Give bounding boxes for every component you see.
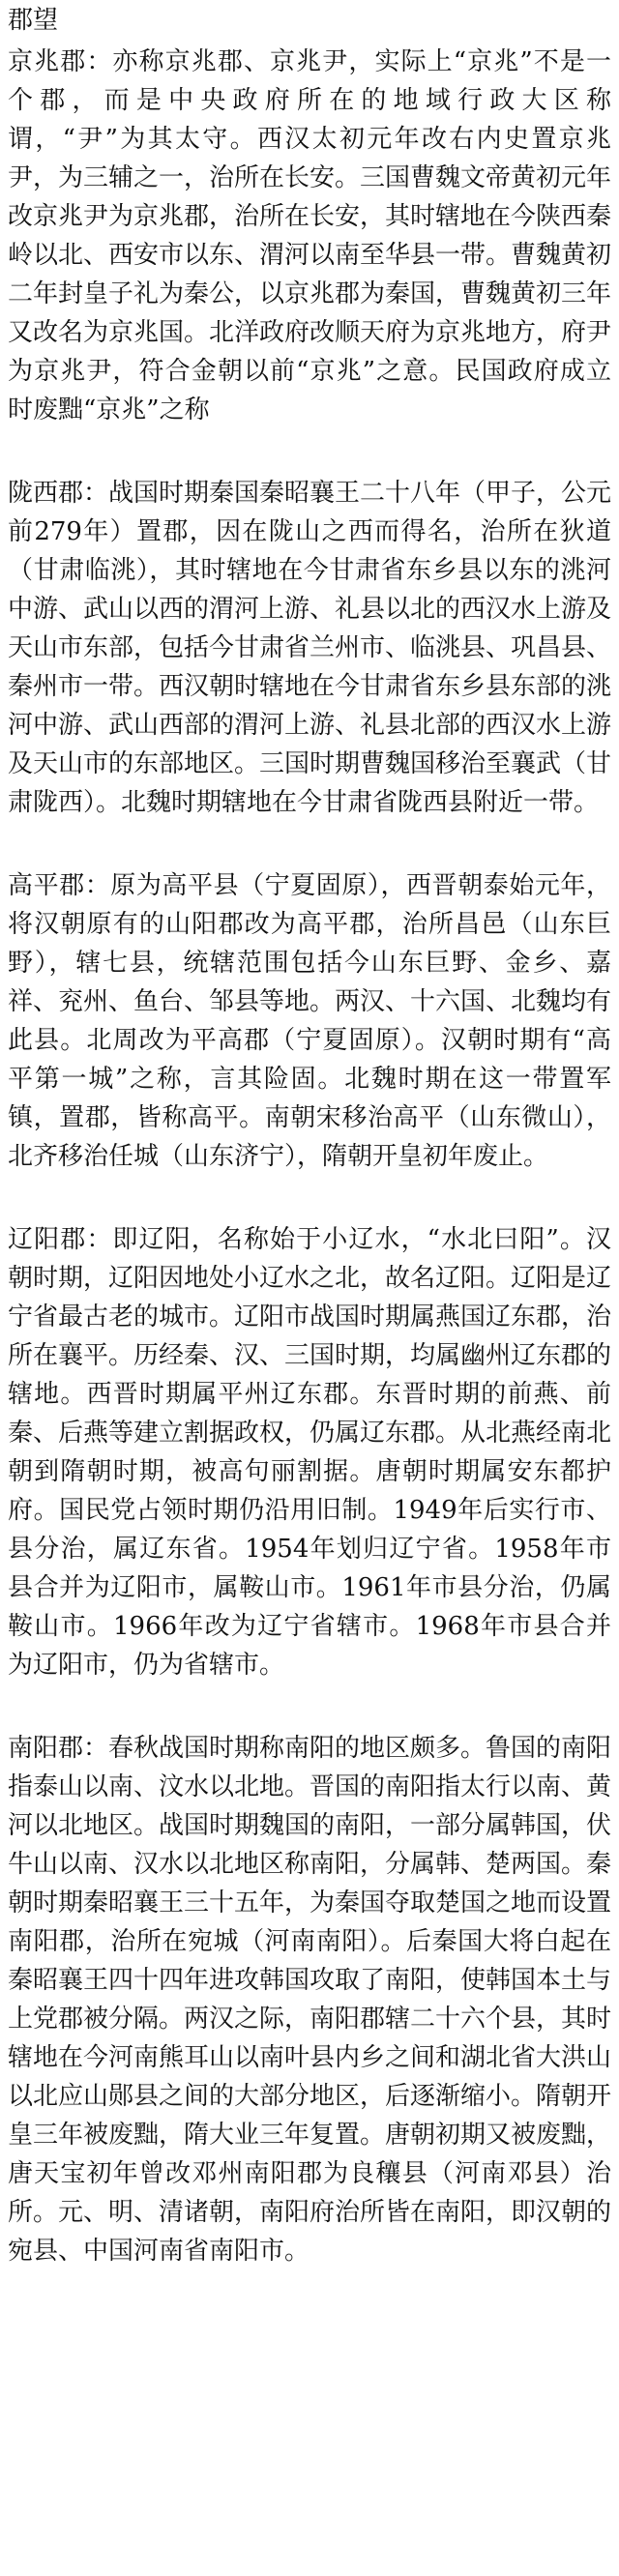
section-gaoping	[8, 866, 611, 1176]
section-liaoyang	[8, 1220, 611, 1684]
section-longxi	[8, 474, 611, 822]
section-text: 辽阳郡：即辽阳，名称始于小辽水，“水北曰阳”。汉朝时期，辽阳因地处小辽水之北，故名辽阳。辽阳是辽宁省最古老的城市。辽阳市战国时期属燕国辽东郡，治所在襄平。历经秦、汉、三国时期，均属幽州辽东郡的辖地。西晋时期属平州辽东郡。东晋时期的前燕、前秦、后燕等建立割据政权，仍属辽东郡。从北燕经南北朝到隋朝时期，被高句丽割据。唐朝时期属安东都护府。国民党占领时期仍沿用旧制。1949年后实行市、县分治，属辽东省。1954年划归辽宁省。1958年市县合并为辽阳市，属鞍山市。1961年市县分治，仍属鞍山市。1966年改为辽宁省辖市。1968年市县合并为辽阳市，仍为省辖市。	[8, 1225, 612, 1680]
section-nanyang	[8, 1729, 611, 2270]
section-text: 陇西郡：战国时期秦国秦昭襄王二十八年（甲子，公元前279年）置郡，因在陇山之西而得名，治所在狄道（甘肃临洮），其时辖地在今甘肃省东乡县以东的洮河中游、武山以西的渭河上游、礼县以北的西汉水上游及天山市东部，包括今甘肃省兰州市、临洮县、巩昌县、秦州市一带。西汉朝时辖地在今甘肃省东乡县东部的洮河中游、武山西部的渭河上游、礼县北部的西汉水上游及天山市的东部地区。三国时期曹魏国移治至襄武（甘肃陇西）。北魏时期辖地在今甘肃省陇西县附近一带。	[8, 479, 612, 817]
section-jingzhao	[8, 43, 611, 429]
document-title: 郡望	[8, 6, 59, 35]
section-text: 南阳郡：春秋战国时期称南阳的地区颇多。鲁国的南阳指泰山以南、汶水以北地。晋国的南阳指太行以南、黄河以北地区。战国时期魏国的南阳，一部分属韩国，伏牛山以南、汉水以北地区称南阳，分属韩、楚两国。秦朝时期秦昭襄王三十五年，为秦国夺取楚国之地而设置南阳郡，治所在宛城（河南南阳）。后秦国大将白起在秦昭襄王四十四年进攻韩国攻取了南阳，使韩国本土与上党郡被分隔。两汉之际，南阳郡辖二十六个县，其时辖地在今河南熊耳山以南叶县内乡之间和湖北省大洪山以北应山郧县之间的大部分地区，后逐渐缩小。隋朝开皇三年被废黜，隋大业三年复置。唐朝初期又被废黜，唐天宝初年曾改邓州南阳郡为良穰县（河南邓县）治所。元、明、清诸朝，南阳府治所皆在南阳，即汉朝的宛县、中国河南省南阳市。	[8, 1734, 612, 2266]
section-text: 高平郡：原为高平县（宁夏固原），西晋朝泰始元年，将汉朝原有的山阳郡改为高平郡，治所昌邑（山东巨野），辖七县，统辖范围包括今山东巨野、金乡、嘉祥、兖州、鱼台、邹县等地。两汉、十六国、北魏均有此县。北周改为平高郡（宁夏固原）。汉朝时期有“高平第一城”之称，言其险固。北魏时期在这一带置军镇，置郡，皆称高平。南朝宋移治高平（山东微山），北齐移治任城（山东济宁），隋朝开皇初年废止。	[8, 871, 612, 1171]
section-text: 京兆郡：亦称京兆郡、京兆尹，实际上“京兆”不是一个郡，而是中央政府所在的地域行政大区称谓，“尹”为其太守。西汉太初元年改右内史置京兆尹，为三辅之一，治所在长安。三国曹魏文帝黄初元年改京兆尹为京兆郡，治所在长安，其时辖地在今陕西秦岭以北、西安市以东、渭河以南至华县一带。曹魏黄初二年封皇子礼为秦公，以京兆郡为秦国，曹魏黄初三年又改名为京兆国。北洋政府改顺天府为京兆地方，府尹为京兆尹，符合金朝以前“京兆”之意。民国政府成立时废黜“京兆”之称	[8, 47, 612, 424]
